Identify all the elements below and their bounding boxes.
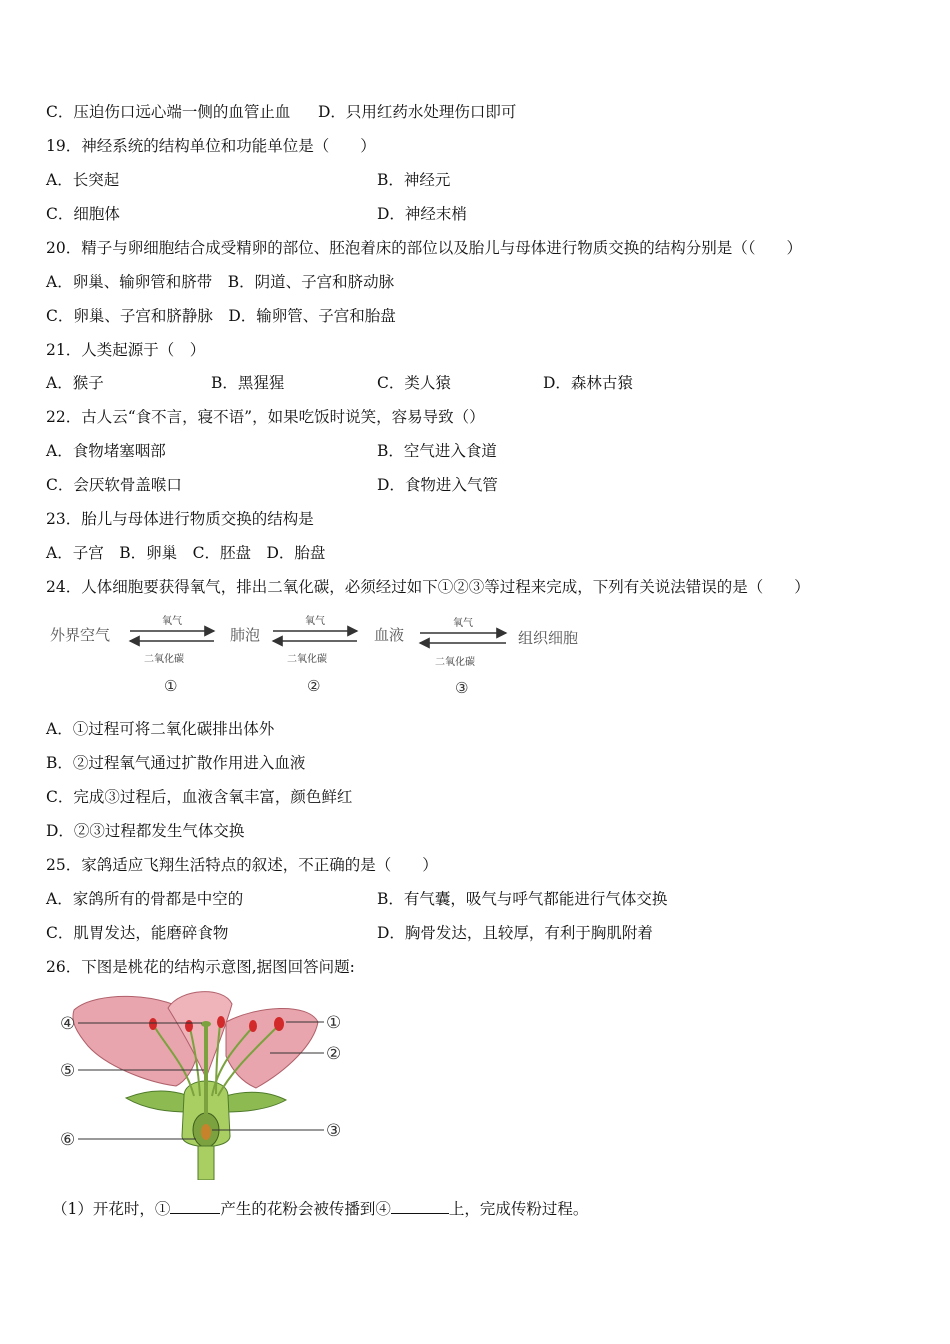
- label-4: ④: [60, 1014, 76, 1034]
- q24-stem: 24．人体细胞要获得氧气，排出二氧化碳，必须经过如下①②③等过程来完成，下列有关说法错误的是（ ）: [46, 578, 810, 596]
- stigma: [201, 1021, 211, 1027]
- q21-option-c: C．类人猿: [377, 374, 451, 392]
- style: [204, 1026, 208, 1114]
- q21-option-d: D．森林古猿: [543, 374, 633, 392]
- q22-stem: 22．古人云“食不言，寝不语”，如果吃饭时说笑，容易导致（）: [46, 408, 485, 426]
- label-3: ③: [326, 1121, 342, 1141]
- node-outside-air: 外界空气: [50, 626, 111, 644]
- step2-number: ②: [307, 677, 321, 695]
- step2-co2-label: 二氧化碳: [287, 654, 327, 665]
- q23-options: A．子宫 B．卵巢 C．胚盘 D．胎盘: [46, 544, 326, 562]
- answer-blank-1[interactable]: [170, 1199, 220, 1214]
- q18-option-c: C．压迫伤口远心端一侧的血管止血: [46, 103, 291, 121]
- label-2: ②: [326, 1044, 342, 1064]
- q25-option-d: D．胸骨发达，且较厚，有利于胸肌附着: [377, 924, 653, 942]
- petal-right: [226, 1008, 318, 1088]
- node-alveoli: 肺泡: [230, 626, 261, 644]
- step3-oxygen-label: 氧气: [453, 618, 473, 629]
- anther: [217, 1016, 225, 1028]
- q25-stem: 25．家鸽适应飞翔生活特点的叙述，不正确的是（ ）: [46, 856, 438, 874]
- q26-sub1-part2: 产生的花粉会被传播到④: [220, 1200, 391, 1218]
- gas-exchange-diagram: [44, 608, 604, 700]
- q22-option-a: A．食物堵塞咽部: [46, 442, 166, 460]
- q20-options-ab: A．卵巢、输卵管和脐带 B．阴道、子宫和脐动脉: [46, 273, 395, 291]
- label-1: ①: [326, 1013, 342, 1033]
- q24-option-b: B．②过程氧气通过扩散作用进入血液: [46, 754, 306, 772]
- q24-option-a: A．①过程可将二氧化碳排出体外: [46, 720, 275, 738]
- label-5: ⑤: [60, 1061, 76, 1081]
- q19-option-a: A．长突起: [46, 171, 120, 189]
- answer-blank-2[interactable]: [391, 1199, 449, 1214]
- q26-sub1-part3: 上，完成传粉过程。: [448, 1200, 589, 1218]
- step1-oxygen-label: 氧气: [162, 616, 182, 627]
- q25-option-a: A．家鸽所有的骨都是中空的: [46, 890, 244, 908]
- q19-option-c: C．细胞体: [46, 205, 120, 223]
- q20-stem: 20．精子与卵细胞结合成受精卵的部位、胚泡着床的部位以及胎儿与母体进行物质交换的结构分别是（（ ）: [46, 239, 802, 257]
- step1-number: ①: [164, 677, 178, 695]
- step3-co2-label: 二氧化碳: [435, 657, 475, 668]
- q24-option-d: D．②③过程都发生气体交换: [46, 822, 245, 840]
- q25-option-b: B．有气囊，吸气与呼气都能进行气体交换: [377, 890, 668, 908]
- q26-subquestion-1: [52, 1199, 588, 1219]
- q21-option-a: A．猴子: [46, 374, 104, 392]
- q26-stem: 26．下图是桃花的结构示意图,据图回答问题:: [46, 958, 355, 976]
- q21-option-b: B．黑猩猩: [211, 374, 285, 392]
- q18-option-d: D．只用红药水处理伤口即可: [318, 103, 517, 121]
- anther: [185, 1020, 193, 1032]
- q19-option-b: B．神经元: [377, 171, 451, 189]
- q23-stem: 23．胎儿与母体进行物质交换的结构是: [46, 510, 314, 528]
- q25-option-c: C．肌胃发达，能磨碎食物: [46, 924, 229, 942]
- anther: [249, 1020, 257, 1032]
- q19-stem: 19．神经系统的结构单位和功能单位是（ ）: [46, 137, 376, 155]
- q22-option-c: C．会厌软骨盖喉口: [46, 476, 182, 494]
- step2-oxygen-label: 氧气: [305, 616, 325, 627]
- step3-number: ③: [455, 679, 469, 697]
- q21-stem: 21．人类起源于（ ）: [46, 341, 206, 359]
- peach-flower-figure: [56, 986, 356, 1180]
- q20-options-cd: C．卵巢、子宫和脐静脉 D．输卵管、子宫和胎盘: [46, 307, 396, 325]
- ovule: [201, 1124, 211, 1140]
- anther: [274, 1017, 284, 1031]
- node-tissue-cells: 组织细胞: [518, 629, 579, 647]
- q24-option-c: C．完成③过程后，血液含氧丰富，颜色鲜红: [46, 788, 353, 806]
- step1-co2-label: 二氧化碳: [144, 654, 184, 665]
- q22-option-d: D．食物进入气管: [377, 476, 498, 494]
- label-6: ⑥: [60, 1130, 76, 1150]
- anther: [149, 1018, 157, 1030]
- q22-option-b: B．空气进入食道: [377, 442, 497, 460]
- q26-sub1-part1: （1）开花时，①: [52, 1200, 171, 1218]
- q19-option-d: D．神经末梢: [377, 205, 467, 223]
- flower-stalk: [198, 1146, 214, 1180]
- node-blood: 血液: [374, 626, 405, 644]
